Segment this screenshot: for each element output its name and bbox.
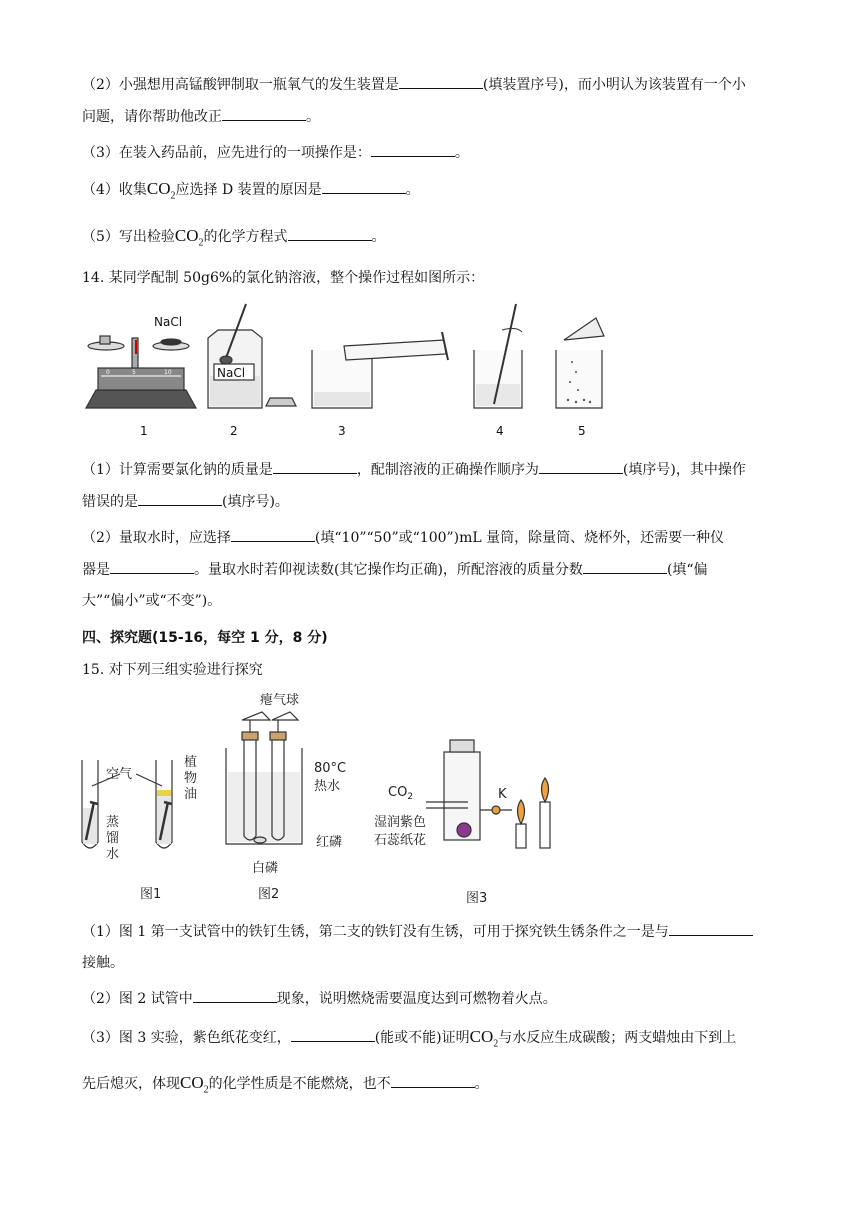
nacl-bottle-step-2: [208, 304, 296, 408]
pour-water-step-3: [312, 332, 448, 408]
water-label-1: 蒸: [106, 815, 120, 830]
wet-paper-label-1: 湿润紫色: [374, 815, 427, 830]
q14-part1-line2: 错误的是 (填序号)。: [82, 491, 289, 512]
q14-part2-line3: 大”“偏小”或“不变”)。: [82, 593, 222, 609]
answer-blank[interactable]: [371, 142, 455, 157]
answer-blank[interactable]: [110, 559, 194, 574]
water-label-2: 馏: [106, 831, 120, 846]
oil-label-2: 物: [184, 771, 198, 786]
q13-part2-line2: 问题，请你帮助他改正 。: [82, 106, 320, 127]
answer-blank[interactable]: [273, 459, 357, 474]
q14-stem: 14. 某同学配制 50g6%的氯化钠溶液，整个操作过程如图所示：: [82, 270, 485, 286]
hot-water-label: 热水: [314, 779, 341, 794]
step-number-2: 2: [230, 424, 238, 438]
nacl-label-bottle: NaCl: [217, 366, 246, 380]
q14-part2-line2: 器是 。量取水时若仰视读数(其它操作均正确)，所配溶液的质量分数 (填“偏: [82, 559, 708, 580]
answer-blank[interactable]: [399, 74, 483, 89]
q13-part5: （5）写出检验$CO_2$的化学方程式 。: [82, 226, 386, 249]
figure2-beaker: [226, 712, 302, 844]
red-phosphorus-label: 红磷: [316, 835, 343, 850]
co2-formula: $CO_2$: [180, 1073, 209, 1096]
answer-blank[interactable]: [138, 491, 222, 506]
co2-inlet-label: $CO_2$: [388, 785, 414, 802]
nacl-label-top: NaCl: [154, 315, 183, 329]
q15-part3-line2: 先后熄灭，体现$CO_2$的化学性质是不能燃烧，也不 。: [82, 1073, 489, 1096]
answer-blank[interactable]: [193, 988, 277, 1003]
answer-blank[interactable]: [669, 921, 753, 936]
figure-1-caption: 图1: [140, 887, 162, 902]
q15-part2: （2）图 2 试管中 现象，说明燃烧需要温度达到可燃物着火点。: [82, 988, 557, 1009]
white-phosphorus-label: 白磷: [252, 861, 279, 876]
scale-mark-0: 0: [106, 369, 110, 376]
co2-formula: $CO_2$: [469, 1027, 499, 1050]
three-experiments-figure: [76, 690, 566, 910]
answer-blank[interactable]: [231, 527, 315, 542]
q15-part1-line2: 接触。: [82, 955, 124, 971]
step-number-3: 3: [338, 424, 346, 438]
q14-part1-line1: （1）计算需要氯化钠的质量是 ，配制溶液的正确操作顺序为 (填序号)，其中操作: [82, 459, 746, 480]
q15-part1-line1: （1）图 1 第一支试管中的铁钉生锈，第二支的铁钉没有生锈，可用于探究铁生锈条件之一是与: [82, 921, 753, 942]
answer-blank[interactable]: [222, 106, 306, 121]
section-4-title: 四、探究题(15-16，每空 1 分，8 分): [82, 630, 328, 646]
answer-blank[interactable]: [539, 459, 623, 474]
answer-blank[interactable]: [391, 1073, 475, 1088]
figure-3-caption: 图3: [466, 891, 488, 906]
answer-blank[interactable]: [288, 226, 372, 241]
co2-formula: $CO_2$: [174, 226, 204, 249]
balance-step-1: [86, 336, 196, 408]
temp-label: 80°C: [314, 761, 347, 776]
answer-blank[interactable]: [583, 559, 667, 574]
q13-part3: （3）在装入药品前，应先进行的一项操作是： 。: [82, 142, 469, 163]
wet-paper-label-2: 石蕊纸花: [374, 833, 427, 848]
oil-label-3: 油: [184, 787, 198, 802]
q14-part2-line1: （2）量取水时，应选择 (填“10”“50”或“100”)mL 量筒，除量筒、烧杯外，还需要一种仪: [82, 527, 724, 548]
q15-stem: 15. 对下列三组实验进行探究: [82, 662, 263, 678]
answer-blank[interactable]: [291, 1027, 375, 1042]
co2-formula: $CO_2$: [146, 179, 176, 202]
q13-part2-line1: （2）小强想用高锰酸钾制取一瓶氧气的发生装置是 (填装置序号)，而小明认为该装置有一个小: [82, 74, 746, 95]
q13-part4: （4）收集$CO_2$应选择 D 装置的原因是 。: [82, 179, 420, 202]
q15-part3-line1: （3）图 3 实验，紫色纸花变红， (能或不能)证明$CO_2$与水反应生成碳酸；两支蜡烛由下到上: [82, 1027, 737, 1050]
oil-label-1: 植: [184, 755, 198, 770]
answer-blank[interactable]: [322, 179, 406, 194]
scale-mark-5: 5: [132, 369, 136, 376]
figure3-bottle-candles: [426, 740, 550, 848]
water-label-3: 水: [106, 847, 120, 862]
balloon-label: 瘪气球: [260, 693, 300, 708]
scale-mark-10: 10: [164, 369, 172, 376]
step-number-1: 1: [140, 424, 148, 438]
figure-2-caption: 图2: [258, 887, 280, 902]
valve-k-label: K: [498, 787, 507, 802]
step-number-4: 4: [496, 424, 504, 438]
add-salt-step-5: [556, 318, 604, 408]
nacl-solution-procedure-figure: [76, 300, 616, 445]
stir-step-4: [474, 304, 522, 408]
air-label: 空气: [106, 767, 133, 782]
step-number-5: 5: [578, 424, 586, 438]
